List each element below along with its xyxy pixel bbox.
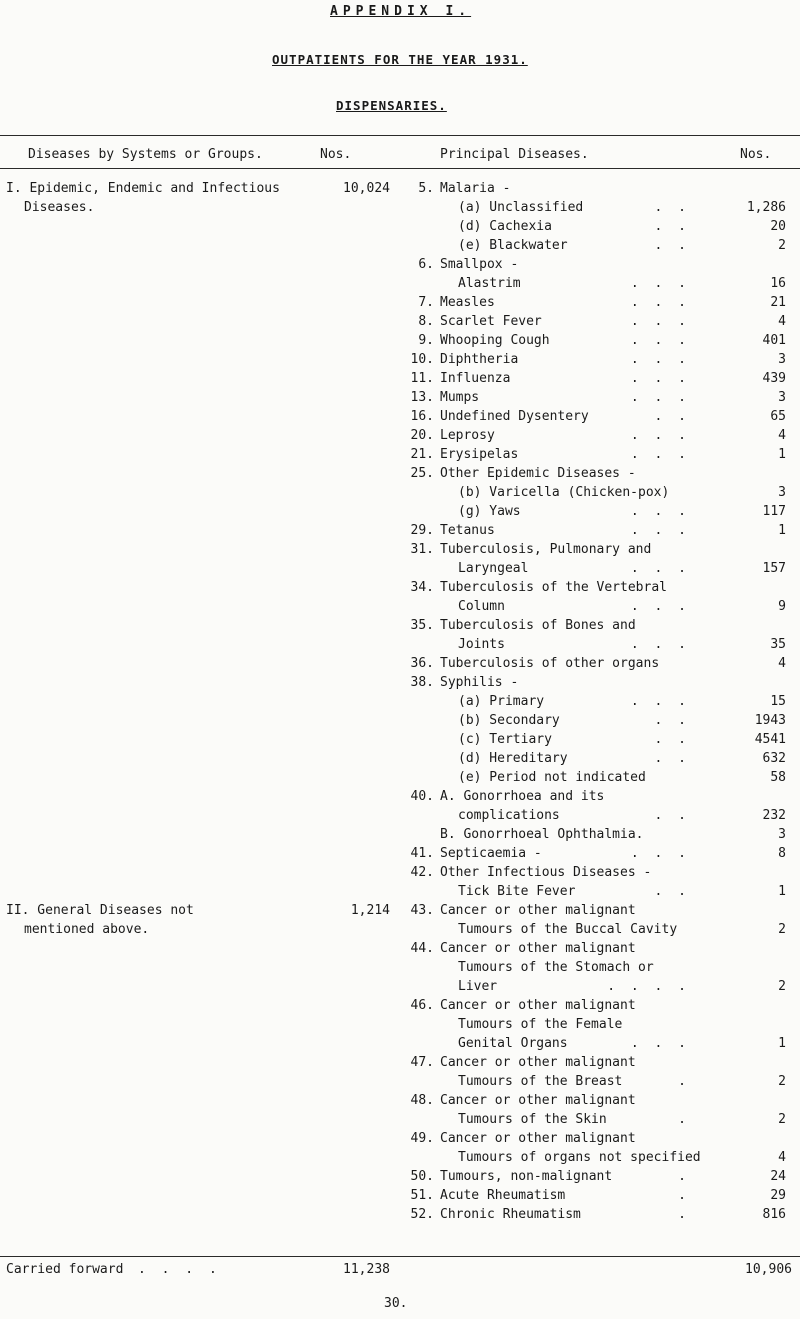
disease-count: 16 — [770, 276, 786, 291]
disease-code: 5. — [418, 181, 434, 196]
table-row — [0, 447, 800, 466]
disease-count: 439 — [762, 371, 786, 386]
disease-count: 232 — [762, 808, 786, 823]
group-1-total: 10,024 — [343, 181, 390, 196]
footer-rule — [0, 1256, 800, 1257]
group-2-total: 1,214 — [350, 903, 390, 918]
disease-count: 2 — [778, 979, 786, 994]
disease-code: 29. — [410, 523, 434, 538]
disease-code: 38. — [410, 675, 434, 690]
disease-name: Malaria - — [440, 181, 511, 196]
disease-name: Erysipelas — [440, 447, 519, 462]
disease-code: 6. — [418, 257, 434, 272]
leader-dots: . . . — [630, 1036, 690, 1051]
table-row — [0, 200, 800, 219]
disease-name: (d) Hereditary — [458, 751, 568, 766]
disease-name: Cancer or other malignant — [440, 1131, 636, 1146]
disease-name: Tumours of the Female — [458, 1017, 623, 1032]
table-row — [0, 789, 800, 808]
disease-name: Tuberculosis of other organs — [440, 656, 660, 671]
disease-count: 20 — [770, 219, 786, 234]
disease-count: 1 — [778, 447, 786, 462]
table-row — [0, 827, 800, 846]
disease-code: 42. — [410, 865, 434, 880]
table-row — [0, 713, 800, 732]
disease-code: 10. — [410, 352, 434, 367]
carried-forward-dots: . . . . — [138, 1262, 221, 1277]
disease-name: Tumours of the Breast — [458, 1074, 623, 1089]
disease-name: (e) Period not indicated — [458, 770, 646, 785]
disease-count: 8 — [778, 846, 786, 861]
disease-name: Alastrim — [458, 276, 521, 291]
leader-dots: . . — [654, 200, 690, 215]
table-row — [0, 542, 800, 561]
table-row — [0, 618, 800, 637]
disease-code: 35. — [410, 618, 434, 633]
table-row — [0, 1131, 800, 1150]
table-row — [0, 314, 800, 333]
leader-dots: . — [678, 1207, 690, 1222]
table-row — [0, 219, 800, 238]
disease-name: Cancer or other malignant — [440, 941, 636, 956]
disease-count: 3 — [778, 485, 786, 500]
table-row — [0, 276, 800, 295]
disease-count: 24 — [770, 1169, 786, 1184]
disease-code: 51. — [410, 1188, 434, 1203]
disease-name: Measles — [440, 295, 495, 310]
carried-forward-total-left: 11,238 — [343, 1262, 390, 1277]
disease-count: 58 — [770, 770, 786, 785]
group-2-label-line2: mentioned above. — [24, 922, 150, 937]
disease-code: 11. — [410, 371, 434, 386]
table-row — [0, 523, 800, 542]
disease-name: Cancer or other malignant — [440, 1093, 636, 1108]
disease-count: 21 — [770, 295, 786, 310]
leader-dots: . . . — [630, 846, 690, 861]
disease-name: Cancer or other malignant — [440, 1055, 636, 1070]
table-row — [0, 1169, 800, 1188]
table-row — [0, 409, 800, 428]
table-row — [0, 732, 800, 751]
carried-forward-label: Carried forward — [6, 1262, 124, 1277]
disease-count: 816 — [762, 1207, 786, 1222]
table-row — [0, 1150, 800, 1169]
disease-name: Mumps — [440, 390, 480, 405]
table-row — [0, 1036, 800, 1055]
disease-count: 4541 — [754, 732, 786, 747]
disease-code: 52. — [410, 1207, 434, 1222]
table-row — [0, 998, 800, 1017]
leader-dots: . . . — [630, 390, 690, 405]
disease-code: 25. — [410, 466, 434, 481]
leader-dots: . . . — [630, 504, 690, 519]
leader-dots: . . . . — [607, 979, 690, 994]
disease-code: 13. — [410, 390, 434, 405]
disease-name: Column — [458, 599, 505, 614]
column-header-principal: Principal Diseases. — [440, 147, 589, 162]
disease-name: (c) Tertiary — [458, 732, 552, 747]
disease-count: 1943 — [754, 713, 786, 728]
disease-count: 4 — [778, 656, 786, 671]
disease-code: 48. — [410, 1093, 434, 1108]
leader-dots: . . — [654, 751, 690, 766]
table-row — [0, 884, 800, 903]
table-row — [0, 485, 800, 504]
table-row — [0, 181, 800, 200]
table-row — [0, 846, 800, 865]
disease-name: (g) Yaws — [458, 504, 521, 519]
disease-count: 4 — [778, 1150, 786, 1165]
disease-code: 7. — [418, 295, 434, 310]
table-row — [0, 295, 800, 314]
disease-name: Leprosy — [440, 428, 495, 443]
disease-name: Joints — [458, 637, 505, 652]
leader-dots: . . — [654, 409, 690, 424]
table-row — [0, 1074, 800, 1093]
page-number: 30. — [384, 1296, 408, 1311]
disease-count: 65 — [770, 409, 786, 424]
leader-dots: . . . — [630, 447, 690, 462]
page-title: OUTPATIENTS FOR THE YEAR 1931. — [272, 52, 528, 67]
leader-dots: . . . — [630, 637, 690, 652]
table-row — [0, 637, 800, 656]
disease-name: Undefined Dysentery — [440, 409, 589, 424]
disease-name: Tuberculosis of Bones and — [440, 618, 636, 633]
disease-count: 2 — [778, 238, 786, 253]
leader-dots: . . . — [630, 295, 690, 310]
disease-name: Tumours of organs not specified — [458, 1150, 701, 1165]
disease-name: Other Epidemic Diseases - — [440, 466, 636, 481]
table-row — [0, 960, 800, 979]
disease-count: 3 — [778, 352, 786, 367]
disease-code: 49. — [410, 1131, 434, 1146]
disease-code: 50. — [410, 1169, 434, 1184]
disease-name: Tumours of the Stomach or — [458, 960, 654, 975]
disease-name: (a) Unclassified — [458, 200, 584, 215]
table-row — [0, 504, 800, 523]
disease-name: Laryngeal — [458, 561, 529, 576]
disease-name: Syphilis - — [440, 675, 519, 690]
disease-name: Liver — [458, 979, 498, 994]
disease-name: Tetanus — [440, 523, 495, 538]
table-row — [0, 770, 800, 789]
disease-count: 15 — [770, 694, 786, 709]
group-1-label-line2: Diseases. — [24, 200, 95, 215]
table-row — [0, 599, 800, 618]
leader-dots: . . . — [630, 599, 690, 614]
disease-name: Scarlet Fever — [440, 314, 542, 329]
leader-dots: . — [678, 1169, 690, 1184]
table-row — [0, 808, 800, 827]
disease-count: 9 — [778, 599, 786, 614]
table-row — [0, 865, 800, 884]
disease-count: 632 — [762, 751, 786, 766]
leader-dots: . . . — [630, 694, 690, 709]
disease-code: 47. — [410, 1055, 434, 1070]
leader-dots: . . . — [630, 314, 690, 329]
table-row — [0, 238, 800, 257]
leader-dots: . . . — [630, 371, 690, 386]
column-header-nos-left: Nos. — [320, 147, 352, 162]
table-row — [0, 922, 800, 941]
table-row — [0, 333, 800, 352]
table-row — [0, 694, 800, 713]
disease-name: Tick Bite Fever — [458, 884, 576, 899]
leader-dots: . . — [654, 238, 690, 253]
disease-code: 44. — [410, 941, 434, 956]
disease-name: Genital Organs — [458, 1036, 568, 1051]
disease-count: 1 — [778, 523, 786, 538]
disease-name: Acute Rheumatism — [440, 1188, 566, 1203]
leader-dots: . . — [654, 219, 690, 234]
group-1-label: I. Epidemic, Endemic and Infectious — [6, 181, 280, 196]
group-2-label: II. General Diseases not — [6, 903, 194, 918]
table-row — [0, 903, 800, 922]
table-row — [0, 979, 800, 998]
leader-dots: . . . — [630, 561, 690, 576]
disease-name: Smallpox - — [440, 257, 519, 272]
disease-name: Tumours of the Buccal Cavity — [458, 922, 678, 937]
column-header-diseases: Diseases by Systems or Groups. — [28, 147, 263, 162]
disease-count: 3 — [778, 390, 786, 405]
table-row — [0, 580, 800, 599]
disease-name: Cancer or other malignant — [440, 903, 636, 918]
disease-count: 401 — [762, 333, 786, 348]
disease-code: 34. — [410, 580, 434, 595]
leader-dots: . — [678, 1112, 690, 1127]
disease-name: complications — [458, 808, 560, 823]
disease-name: Other Infectious Diseases - — [440, 865, 652, 880]
disease-count: 117 — [762, 504, 786, 519]
disease-count: 4 — [778, 314, 786, 329]
disease-count: 2 — [778, 922, 786, 937]
table-row — [0, 257, 800, 276]
disease-count: 3 — [778, 827, 786, 842]
top-rule — [0, 135, 800, 136]
disease-name: A. Gonorrhoea and its — [440, 789, 605, 804]
table-row — [0, 428, 800, 447]
column-header-nos-right: Nos. — [740, 147, 772, 162]
disease-name: (a) Primary — [458, 694, 545, 709]
disease-name: Tuberculosis of the Vertebral — [440, 580, 667, 595]
disease-name: Chronic Rheumatism — [440, 1207, 581, 1222]
disease-name: (b) Varicella (Chicken-pox) — [458, 485, 670, 500]
disease-name: Tumours of the Skin — [458, 1112, 607, 1127]
disease-count: 157 — [762, 561, 786, 576]
table-row — [0, 675, 800, 694]
leader-dots: . . . — [630, 428, 690, 443]
leader-dots: . — [678, 1074, 690, 1089]
table-row — [0, 1207, 800, 1226]
disease-code: 31. — [410, 542, 434, 557]
disease-count: 29 — [770, 1188, 786, 1203]
table-row — [0, 1188, 800, 1207]
disease-count: 2 — [778, 1074, 786, 1089]
disease-name: Septicaemia - — [440, 846, 542, 861]
disease-name: Tumours, non-malignant — [440, 1169, 613, 1184]
table-row — [0, 656, 800, 675]
disease-name: B. Gonorrhoeal Ophthalmia. — [440, 827, 644, 842]
disease-count: 1,286 — [746, 200, 786, 215]
appendix-heading: APPENDIX I. — [330, 4, 472, 19]
table-row — [0, 1112, 800, 1131]
page-subtitle: DISPENSARIES. — [336, 98, 447, 113]
disease-name: (e) Blackwater — [458, 238, 568, 253]
table-row — [0, 1093, 800, 1112]
table-row — [0, 561, 800, 580]
table-row — [0, 1017, 800, 1036]
leader-dots: . . — [654, 808, 690, 823]
disease-code: 9. — [418, 333, 434, 348]
header-rule — [0, 168, 800, 169]
disease-code: 43. — [410, 903, 434, 918]
disease-name: Tuberculosis, Pulmonary and — [440, 542, 652, 557]
disease-name: (d) Cachexia — [458, 219, 552, 234]
disease-count: 1 — [778, 884, 786, 899]
disease-code: 16. — [410, 409, 434, 424]
leader-dots: . . — [654, 884, 690, 899]
disease-count: 4 — [778, 428, 786, 443]
disease-name: Diphtheria — [440, 352, 519, 367]
leader-dots: . — [678, 1188, 690, 1203]
leader-dots: . . — [654, 713, 690, 728]
disease-code: 41. — [410, 846, 434, 861]
disease-name: Whooping Cough — [440, 333, 550, 348]
disease-count: 35 — [770, 637, 786, 652]
disease-count: 1 — [778, 1036, 786, 1051]
disease-name: Cancer or other malignant — [440, 998, 636, 1013]
table-row — [0, 751, 800, 770]
disease-count: 2 — [778, 1112, 786, 1127]
disease-name: (b) Secondary — [458, 713, 560, 728]
leader-dots: . . . — [630, 523, 690, 538]
disease-code: 20. — [410, 428, 434, 443]
disease-code: 21. — [410, 447, 434, 462]
disease-code: 46. — [410, 998, 434, 1013]
leader-dots: . . . — [630, 352, 690, 367]
disease-name: Influenza — [440, 371, 511, 386]
table-row — [0, 352, 800, 371]
disease-code: 36. — [410, 656, 434, 671]
disease-code: 8. — [418, 314, 434, 329]
table-row — [0, 371, 800, 390]
leader-dots: . . . — [630, 276, 690, 291]
leader-dots: . . . — [630, 333, 690, 348]
leader-dots: . . — [654, 732, 690, 747]
disease-code: 40. — [410, 789, 434, 804]
carried-forward-total-right: 10,906 — [745, 1262, 792, 1277]
table-row — [0, 941, 800, 960]
table-row — [0, 1055, 800, 1074]
table-row — [0, 390, 800, 409]
table-row — [0, 466, 800, 485]
